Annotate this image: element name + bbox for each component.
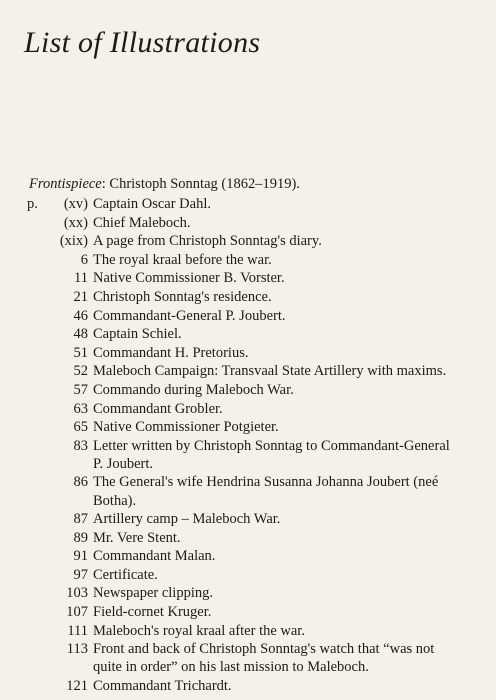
frontispiece-label: Frontispiece <box>29 176 102 192</box>
page-prefix <box>27 362 47 381</box>
list-item <box>27 677 487 696</box>
page-prefix <box>27 437 47 456</box>
page-number: 86 <box>73 474 88 491</box>
list-item <box>27 640 487 659</box>
page-number: 51 <box>73 344 88 361</box>
list-item <box>27 232 487 251</box>
illustration-caption: Captain Schiel. <box>93 326 182 343</box>
page-prefix <box>27 381 47 400</box>
illustration-caption: Commandant Trichardt. <box>93 677 232 694</box>
list-item <box>27 269 487 288</box>
page-prefix <box>27 584 47 603</box>
list-item <box>27 510 487 529</box>
list-item <box>27 418 487 437</box>
page-prefix <box>27 566 47 585</box>
list-item <box>27 325 487 344</box>
list-item <box>27 381 487 400</box>
list-item <box>27 251 487 270</box>
illustration-caption: Front and back of Christoph Sonntag's watch that “was not <box>93 641 435 658</box>
list-item-continuation <box>27 658 487 677</box>
illustration-caption-continued: Botha). <box>93 492 137 509</box>
page-prefix: p. <box>27 196 38 212</box>
list-item <box>27 603 487 622</box>
page-number: 91 <box>73 548 88 565</box>
illustration-caption: Commando during Maleboch War. <box>93 381 294 398</box>
page-number: (xix) <box>59 233 88 250</box>
page-prefix <box>27 251 47 270</box>
illustration-caption: Field-cornet Kruger. <box>93 604 212 621</box>
illustration-caption: Letter written by Christoph Sonntag to Commandant-General <box>93 437 450 454</box>
page-prefix <box>27 473 47 492</box>
page-prefix <box>27 547 47 566</box>
illustration-caption: The General's wife Hendrina Susanna Johanna Joubert (neé <box>93 474 439 491</box>
page-number: 97 <box>73 566 88 583</box>
page-prefix <box>27 529 47 548</box>
page-prefix <box>27 269 47 288</box>
illustration-caption: Christoph Sonntag's residence. <box>93 288 272 305</box>
frontispiece-text: : Christoph Sonntag (1862–1919). <box>101 176 300 192</box>
list-item-continuation <box>27 455 487 474</box>
frontispiece-line <box>29 176 300 193</box>
list-item <box>27 622 487 641</box>
page-title: List of Illustrations <box>24 26 261 59</box>
illustration-caption: Certificate. <box>93 566 158 583</box>
illustration-caption: Native Commissioner B. Vorster. <box>93 270 285 287</box>
list-item <box>27 400 487 419</box>
list-item <box>27 566 487 585</box>
page-number: 65 <box>73 419 88 436</box>
page-number: 46 <box>73 307 88 324</box>
list-item <box>27 437 487 456</box>
page-prefix <box>27 214 47 233</box>
page-number: 121 <box>66 677 88 694</box>
page-number: 107 <box>66 604 88 621</box>
illustration-caption: Maleboch Campaign: Transvaal State Artillery with maxims. <box>93 363 447 380</box>
illustrations-list <box>27 195 487 696</box>
page-prefix <box>27 418 47 437</box>
page-prefix <box>27 325 47 344</box>
page-number: 83 <box>73 437 88 454</box>
page-number: 89 <box>73 529 88 546</box>
page-number: 48 <box>73 326 88 343</box>
list-item-continuation <box>27 492 487 511</box>
page-prefix <box>27 640 47 659</box>
illustration-caption-continued: quite in order” on his last mission to Maleboch. <box>93 659 369 676</box>
illustration-caption: Native Commissioner Potgieter. <box>93 419 279 436</box>
page-prefix <box>27 344 47 363</box>
list-item <box>27 529 487 548</box>
page-number: 6 <box>80 251 88 268</box>
illustration-caption: The royal kraal before the war. <box>93 251 272 268</box>
page-prefix <box>27 307 47 326</box>
page-prefix <box>27 288 47 307</box>
illustration-caption: Mr. Vere Stent. <box>93 529 181 546</box>
list-item <box>27 362 487 381</box>
page-number: 87 <box>73 511 88 528</box>
page-number: 52 <box>73 363 88 380</box>
page-number: (xv) <box>63 196 88 212</box>
illustration-caption: Newspaper clipping. <box>93 585 213 602</box>
illustration-caption: Commandant Grobler. <box>93 400 223 417</box>
list-item <box>27 547 487 566</box>
illustration-caption: Commandant Malan. <box>93 548 216 565</box>
page-prefix <box>27 400 47 419</box>
page-number: 21 <box>73 288 88 305</box>
illustration-caption-continued: P. Joubert. <box>93 455 154 472</box>
page-number: 63 <box>73 400 88 417</box>
illustration-caption: Commandant-General P. Joubert. <box>93 307 286 324</box>
page-number: 11 <box>74 270 88 287</box>
page-number: 113 <box>66 641 88 658</box>
list-item <box>27 344 487 363</box>
page-prefix <box>27 603 47 622</box>
page-prefix <box>27 677 47 696</box>
page-prefix <box>27 232 47 251</box>
illustration-caption: Artillery camp – Maleboch War. <box>93 511 281 528</box>
illustration-caption: A page from Christoph Sonntag's diary. <box>93 233 322 250</box>
list-item <box>27 288 487 307</box>
illustration-caption: Commandant H. Pretorius. <box>93 344 249 361</box>
list-item <box>27 584 487 603</box>
illustration-caption: Captain Oscar Dahl. <box>93 196 211 212</box>
illustration-caption: Chief Maleboch. <box>93 214 191 231</box>
page-number: 103 <box>66 585 88 602</box>
page-prefix <box>27 622 47 641</box>
list-item <box>27 214 487 233</box>
list-item <box>27 195 487 214</box>
page-prefix <box>27 510 47 529</box>
page-number: 111 <box>67 622 88 639</box>
page-number: (xx) <box>63 214 88 231</box>
list-item <box>27 307 487 326</box>
illustration-caption: Maleboch's royal kraal after the war. <box>93 622 305 639</box>
list-item <box>27 473 487 492</box>
page-number: 57 <box>73 381 88 398</box>
